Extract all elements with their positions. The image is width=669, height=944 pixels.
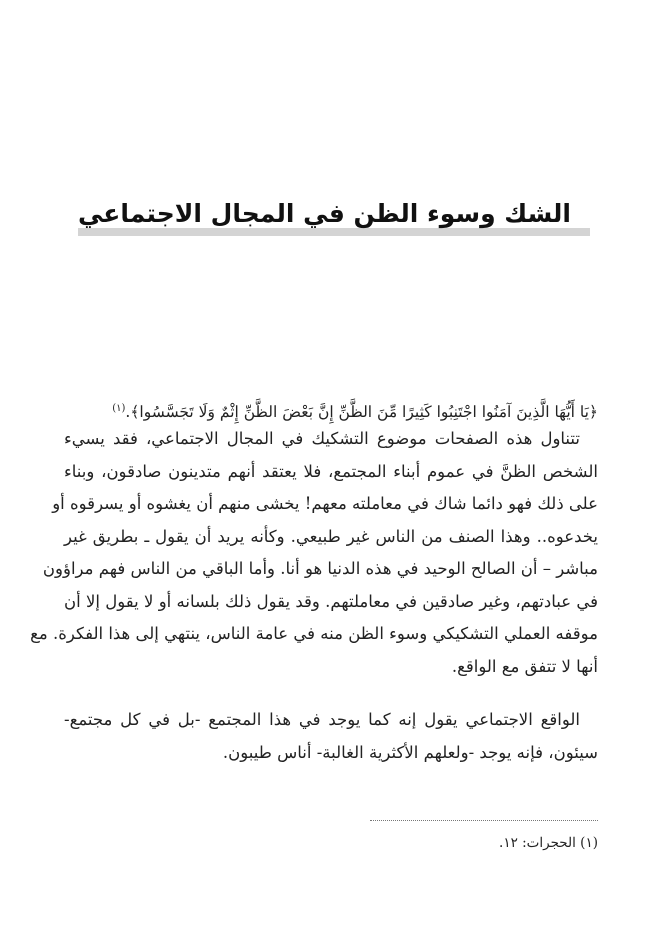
paragraph-line: سيئون، فإنه يوجد -ولعلهم الأكثرية الغالبة- أناس طيبون.	[222, 742, 598, 762]
verse-text: ﴿يَا أَيُّهَا الَّذِينَ آمَنُوا اجْتَنِبُوا كَثِيرًا مِّنَ الظَّنِّ إِنَّ بَعْضَ الظَّنِّ إِثْمٌ وَلَا تَجَسَّسُوا﴾.	[125, 403, 598, 422]
footnote-separator	[370, 820, 598, 821]
paragraph-line: موقفه العملي التشكيكي وسوء الظن منه في عامة الناس، ينتهي إلى هذا الفكرة. مع	[30, 624, 598, 643]
paragraph-line: تتناول هذه الصفحات موضوع التشكيك في المجال الاجتماعي، فقد يسيء	[64, 429, 580, 448]
paragraph-line: الشخص الظنَّ في عموم أبناء المجتمع، فلا يعتقد أنهم متدينون صادقون، وبناء	[64, 461, 598, 481]
paragraph-line: يخدعوه.. وهذا الصنف من الناس غير طبيعي. وكأنه يريد أن يقول ـ بطريق غير	[64, 526, 598, 546]
paragraph-1	[30, 423, 598, 683]
footnote-1: (١) الحجرات: ١٢.	[499, 835, 598, 851]
paragraph-line: في عبادتهم، وغير صادقين في معاملتهم. وقد يقول ذلك بلسانه أو لا يقول إلا أن	[64, 591, 598, 611]
paragraph-2	[64, 704, 598, 769]
paragraph-line: الواقع الاجتماعي يقول إنه كما يوجد في هذا المجتمع -بل في كل مجتمع-	[64, 710, 580, 729]
paragraph-line: أنها لا تتفق مع الواقع.	[451, 656, 598, 676]
chapter-heading	[78, 196, 590, 240]
paragraph-line: على ذلك فهو دائما شاك في معاملته معهم! يخشى منهم أن يغشوه أو يسرقوه أو	[52, 494, 598, 513]
paragraph-line: مباشر – أن الصالح الوحيد في هذه الدنيا هو أنا. وأما الباقي من الناس فهم مراؤون	[42, 559, 598, 578]
footnote-reference[interactable]: (١)	[112, 403, 126, 414]
chapter-title: الشك وسوء الظن في المجال الاجتماعي	[78, 199, 571, 228]
